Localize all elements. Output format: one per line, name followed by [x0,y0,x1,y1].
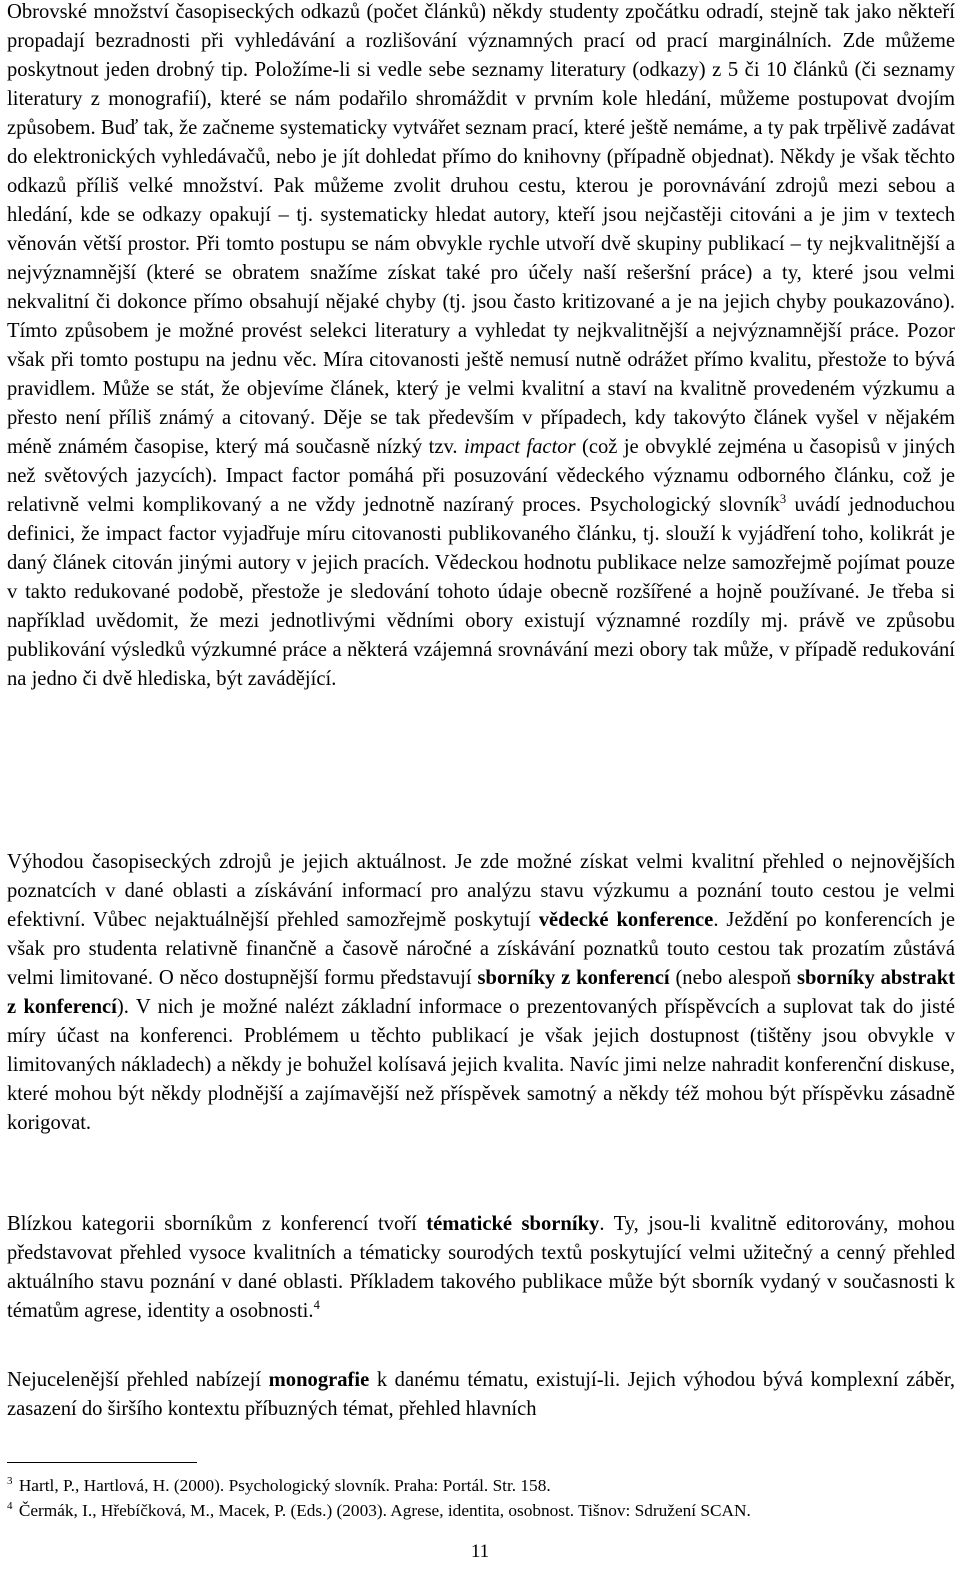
footnote-text: Hartl, P., Hartlová, H. (2000). Psychologický slovník. Praha: Portál. Str. 158. [18,1476,551,1495]
paragraph-thematic-collections [7,1210,955,1326]
page-number: 11 [470,1541,490,1562]
footnote-separator [7,1462,197,1463]
paragraph-monographs [7,1366,955,1424]
paragraph-citation-tips [7,0,955,694]
text-run: ). V nich je možné nalézt základní informace o prezentovaných příspěvcích a suplovat tak do jisté míry účast na konferenci. Problémem u těchto publikací je však jejich dostupnost (tištěny jsou obvykle v limitovaných nákladech) a někdy je bohužel kolísavá jejich kvalita. Navíc jimi nelze nahradit konferenční diskuse, které mohou být někdy plodnější a zajímavější než příspěvek samotný a někdy též mohou být příspěvku zásadně korigovat. [7,996,955,1134]
footnote-number: 4 [7,1500,13,1512]
footnote-3 [7,1473,955,1498]
text-run: uvádí jednoduchou definici, že impact factor vyjadřuje míru citovanosti publikovaného článku, tj. slouží k vyjádření toho, kolikrát je daný článek citován jinými autory v jejich pracích. Vědeckou hodnotu publikace nelze samozřejmě pojímat pouze v takto redukované podobě, přestože je sledování tohoto údaje obecně rozšířené a hojně používané. Je třeba si například uvědomit, že mezi jednotlivými vědními obory existují významné rozdíly mj. právě ve způsobu publikování výsledků výzkumné práce a některá vzájemná srovnávání mezi obory tak může, v případě redukování na jedno či dvě hlediska, být zavádějící. [7,494,956,690]
italic-text: impact factor [463,436,576,458]
text-run: (což je obvyklé zejména u časopisů v jiných než světových jazycích). Impact factor pomáhá při posuzování vědeckého významu odborného článku, což je relativně velmi komplikovaný a ne vždy jednotně nazíraný proces. Psychologický slovník [7,436,956,516]
footnotes [7,1473,955,1523]
text-run: Nejucelenější přehled nabízejí [7,1369,269,1391]
text-run: . Ty, jsou-li kvalitně editorovány, mohou představovat přehled vysoce kvalitních a tématicky sourodých textů poskytující velmi užitečný a cenný přehled aktuálního stavu poznání v dané oblasti. Příkladem takového publikace může být sborník vydaný v současnosti k tématům agrese, identity a osobnosti. [7,1213,955,1322]
bold-text: monografie [268,1369,370,1391]
footnote-text: Čermák, I., Hřebíčková, M., Macek, P. (Eds.) (2003). Agrese, identita, osobnost. Tišnov: Sdružení SCAN. [18,1501,751,1520]
footnote-ref: 3 [779,492,787,506]
text-run: Blízkou kategorii sborníkům z konferencí tvoří [7,1213,427,1235]
text-run: k danému tématu, existují-li. Jejich výhodou bývá komplexní záběr, zasazení do širšího kontextu příbuzných témat, přehled hlavních [7,1369,955,1420]
footnote-4 [7,1498,955,1523]
bold-text: sborníky z konferencí [477,967,670,989]
footnote-number: 3 [7,1475,13,1487]
text-run: . Ježdění po konferencích je však pro studenta relativně finančně a časově náročné a získávání poznatků touto cestou tak prozatím zůstává velmi limitované. O něco dostupnější formu představují [7,909,955,989]
bold-text: vědecké konference [538,909,714,931]
bold-text: tématické sborníky [426,1213,600,1235]
text-run: (nebo alespoň [669,967,797,989]
text-run: Obrovské množství časopiseckých odkazů (počet článků) někdy studenty zpočátku odradí, stejně tak jako někteří propadají bezradnosti při vyhledávání a rozlišování významných prací od prací marginálních. Zde můžeme poskytnout jeden drobný tip. Položíme-li si vedle sebe seznamy literatury (odkazy) z 5 či 10 článků (či seznamy literatury z monografií), které se nám podařilo shromáždit v prvním kole hledání, můžeme postupovat dvojím způsobem. Buď tak, že začneme systematicky vytvářet seznam prací, které ještě nemáme, a ty pak trpělivě zadávat do elektronických vyhledávačů, nebo je jít dohledat přímo do knihovny (případně objednat). Někdy je však těchto odkazů příliš velké množství. Pak můžeme zvolit druhou cestu, kterou je porovnávání zdrojů mezi sebou a hledání, kde se odkazy opakují – tj. systematicky hledat autory, kteří jsou nejčastěji citováni a je jim v textech věnován větší prostor. Při tomto postupu se nám obvykle rychle utvoří dvě skupiny publikací – ty nejkvalitnější a nejvýznamnější (které se obratem snažíme získat také pro účely naší rešeršní práce) a ty, které jsou velmi nekvalitní či dokonce přímo obsahují nějaké chyby (tj. jsou často kritizované a je na jejich chyby poukazováno). Tímto způsobem je možné provést selekci literatury a vyhledat ty nejkvalitnější a nejvýznamnější práce. Pozor však při tomto postupu na jednu věc. Míra citovanosti ještě nemusí nutně odrážet přímo kvalitu, přestože to bývá pravidlem. Může se stát, že objevíme článek, který je velmi kvalitní a staví na kvalitně provedeném výzkumu a přesto není příliš známý a citovaný. Děje se tak především v případech, kdy takovýto článek vyšel v nějakém méně známém časopise, který má současně nízký tzv. [7,1,955,458]
footnote-ref: 4 [313,1298,320,1312]
paragraph-journal-sources [7,848,955,1138]
bold-text: sborníky abstrakt z konferencí [7,967,956,1018]
text-run: Výhodou časopiseckých zdrojů je jejich aktuálnost. Je zde možné získat velmi kvalitní přehled o nejnovějších poznatcích v dané oblasti a získávání informací pro analýzu stavu výzkumu a poznání touto cestou je velmi efektivní. Vůbec nejaktuálnější přehled samozřejmě poskytují [7,851,955,931]
